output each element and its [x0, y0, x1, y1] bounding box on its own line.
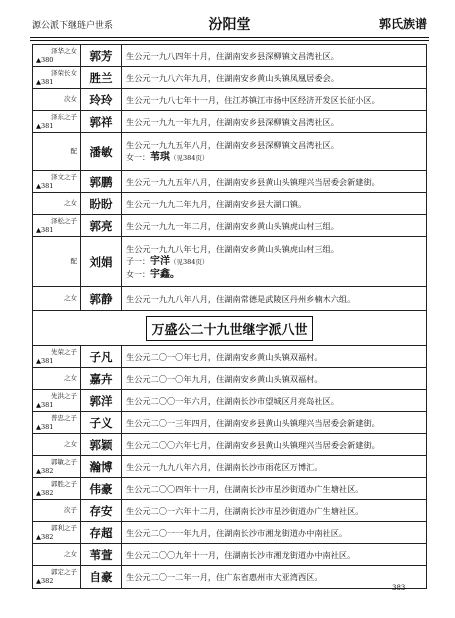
person-name: 潘敏 — [81, 133, 122, 171]
person-name: 郭鹏 — [81, 171, 122, 193]
relation-cell — [33, 89, 81, 111]
biography-text: 生公元二〇一三年四月，住湖南安乡县黄山头镇理兴当居委会新建街。 — [122, 412, 427, 434]
biography-cell — [122, 67, 427, 89]
table-row — [33, 434, 427, 456]
table-row — [33, 287, 427, 311]
child-entry — [126, 151, 426, 164]
table-row — [33, 89, 427, 111]
biography-cell — [122, 45, 427, 67]
biography-text: 生公元二〇〇一年六月，住湖南长沙市望城区月亮岛社区。 — [122, 390, 427, 412]
page-reference: ▲381 — [36, 225, 54, 234]
table-row — [33, 478, 427, 500]
biography-cell — [122, 111, 427, 133]
relation-label: 次女 — [64, 95, 77, 103]
table-row — [33, 67, 427, 89]
page-header — [30, 14, 429, 36]
table-row — [33, 500, 427, 522]
relation-label: 泽松之子 — [51, 216, 77, 225]
biography-text: 生公元二〇〇四年十一月，住湖南长沙市星沙街道办广生塘社区。 — [122, 478, 427, 500]
child-entry — [126, 268, 426, 281]
relation-label: 郭利之子 — [51, 523, 77, 532]
table-row — [33, 215, 427, 237]
biography-text: 生公元二〇一一年九月，住湖南长沙市湘龙街道办中南社区。 — [122, 522, 427, 544]
relation-label: 之女 — [64, 550, 77, 558]
relation-cell — [33, 111, 81, 133]
relation-label: 先洪之子 — [51, 391, 77, 400]
biography-cell — [122, 171, 427, 193]
child-entry — [126, 255, 426, 268]
page-reference: ▲381 — [36, 181, 54, 190]
relation-label: 郭胜之子 — [51, 479, 77, 488]
person-name: 郭亮 — [81, 215, 122, 237]
child-name: 苇琪 — [150, 152, 170, 163]
generation-banner-row — [33, 311, 427, 346]
person-name: 嘉卉 — [81, 368, 122, 390]
person-name: 郭祥 — [81, 111, 122, 133]
relation-cell — [33, 346, 81, 368]
child-relation: 女一： — [126, 153, 150, 162]
generation-banner-cell — [33, 311, 427, 346]
biography-text: 生公元一九九八年七月，住湖南安乡黄山头镇虎山村三组。 — [126, 243, 339, 254]
biography-text: 生公元一九八四年十月，住湖南安乡县深柳镇文昌湾社区。 — [126, 50, 339, 61]
biography-cell — [122, 287, 427, 311]
biography-text: 生公元二〇一二年一月，住广东省惠州市大亚湾西区。 — [122, 566, 427, 589]
relation-cell — [33, 434, 81, 456]
biography-text: 生公元一九九二年九月，住湖南安乡县大湖口镇。 — [126, 198, 307, 209]
biography-text: 生公元一九九一年二月，住湖南安乡黄山头镇虎山村三组。 — [126, 220, 339, 231]
relation-label: 之女 — [64, 440, 77, 448]
relation-cell — [33, 215, 81, 237]
child-name: 宇鑫。 — [150, 268, 180, 280]
person-name: 刘娟 — [81, 237, 122, 287]
page-reference: ▲380 — [36, 55, 54, 64]
biography-text: 生公元二〇一六年十二月，住湖南长沙市星沙街道办广生塘社区。 — [122, 500, 427, 522]
table-row — [33, 368, 427, 390]
table-row — [33, 171, 427, 193]
person-name: 子凡 — [81, 346, 122, 368]
person-name: 盼盼 — [81, 193, 122, 215]
person-name: 胜兰 — [81, 67, 122, 89]
biography-cell — [122, 215, 427, 237]
person-name: 郭颖 — [81, 434, 122, 456]
biography-text: 生公元一九九五年八月，住湖南安乡县深柳镇文昌湾社区。 — [126, 140, 339, 150]
biography-cell — [122, 193, 427, 215]
page-reference: ▲381 — [36, 356, 54, 365]
page-reference: ▲381 — [36, 400, 54, 409]
table-row — [33, 193, 427, 215]
relation-label: 郭敏之子 — [51, 457, 77, 466]
person-name: 伟豪 — [81, 478, 122, 500]
table-row — [33, 566, 427, 589]
biography-text: 生公元一九八六年九月，住湖南安乡黄山头镇凤凰居委会。 — [126, 72, 339, 83]
relation-cell — [33, 171, 81, 193]
child-name: 宇洋 — [150, 255, 170, 267]
book-title: 郭氏族谱 — [378, 17, 427, 31]
relation-label: 郭定之子 — [51, 568, 77, 576]
page-reference: ▲381 — [36, 121, 54, 130]
relation-cell — [33, 193, 81, 215]
biography-text: 生公元一九八七年十一月，住江苏镇江市扬中区经济开发区长征小区。 — [126, 94, 380, 105]
table-row — [33, 522, 427, 544]
relation-label: 泽文之子 — [51, 172, 77, 181]
relation-cell — [33, 287, 81, 311]
relation-cell — [33, 522, 81, 544]
table-row — [33, 544, 427, 566]
table-row — [33, 133, 427, 171]
page-reference: ▲381 — [36, 77, 54, 86]
table-row — [33, 346, 427, 368]
person-name: 存安 — [81, 500, 122, 522]
relation-cell — [33, 478, 81, 500]
relation-label: 普忠之子 — [51, 413, 77, 422]
relation-cell — [33, 237, 81, 287]
page-reference: ▲382 — [36, 466, 54, 475]
lineage-branch-title: 源公派下继琏户世系 — [32, 21, 114, 31]
biography-text: 生公元一九九八年八月，住湖南常德是武陵区丹州乡楠木六组。 — [126, 293, 356, 304]
person-name: 存超 — [81, 522, 122, 544]
relation-label: 之女 — [64, 294, 77, 302]
relation-label: 次子 — [64, 506, 77, 514]
page-number: 383 — [392, 584, 406, 592]
child-page-note: （见384页） — [170, 257, 209, 266]
biography-cell — [122, 237, 427, 287]
biography-text: 生公元一九九五年八月，住湖南安乡县黄山头镇理兴当居委会新建街。 — [126, 176, 380, 187]
child-relation: 女一： — [126, 269, 150, 279]
person-name: 郭芳 — [81, 45, 122, 67]
relation-cell — [33, 566, 81, 589]
person-name: 子义 — [81, 412, 122, 434]
relation-cell — [33, 544, 81, 566]
biography-cell — [122, 89, 427, 111]
relation-label: 泽荣长女 — [51, 68, 77, 77]
relation-label: 泽东之子 — [51, 112, 77, 121]
genealogy-table — [32, 44, 427, 589]
generation-banner: 万盛公二十九世继字派八世 — [146, 316, 312, 341]
page-reference: ▲381 — [36, 422, 54, 431]
child-page-note: （见384页） — [170, 154, 209, 162]
hall-name: 汾阳堂 — [208, 17, 251, 33]
header-rule — [30, 37, 429, 38]
table-row — [33, 390, 427, 412]
relation-cell — [33, 456, 81, 478]
relation-label: 先荣之子 — [51, 347, 77, 356]
relation-cell — [33, 500, 81, 522]
person-name: 郭洋 — [81, 390, 122, 412]
relation-label: 泽华之女 — [51, 46, 77, 55]
relation-label: 配 — [70, 147, 77, 155]
relation-cell — [33, 412, 81, 434]
child-relation: 子一： — [126, 256, 150, 266]
page-reference: ▲382 — [36, 532, 54, 541]
table-row — [33, 412, 427, 434]
table-row — [33, 456, 427, 478]
biography-text: 生公元二〇一〇年九月，住湖南安乡黄山头镇双福村。 — [122, 368, 427, 390]
header-rule-thin — [30, 40, 429, 41]
page-reference: ▲382 — [36, 577, 54, 585]
table-row — [33, 111, 427, 133]
biography-text: 生公元二〇一〇年七月，住湖南安乡黄山头镇双福村。 — [122, 346, 427, 368]
relation-cell — [33, 45, 81, 67]
person-name: 自豪 — [81, 566, 122, 589]
relation-label: 之女 — [64, 199, 77, 207]
relation-cell — [33, 368, 81, 390]
page-reference: ▲382 — [36, 488, 54, 497]
table-row — [33, 45, 427, 67]
table-row — [33, 237, 427, 287]
person-name: 苇萱 — [81, 544, 122, 566]
biography-cell — [122, 133, 427, 171]
biography-text: 生公元二〇〇九年十一月，住湖南长沙市湘龙街道办中南社区。 — [122, 544, 427, 566]
biography-text: 生公元二〇〇六年七月，住湖南安乡县黄山头镇理兴当居委会新建街。 — [122, 434, 427, 456]
relation-label: 配 — [70, 257, 77, 265]
person-name: 玲玲 — [81, 89, 122, 111]
biography-text: 生公元一九九八年六月，住湖南长沙市雨花区万博汇。 — [122, 456, 427, 478]
relation-cell — [33, 390, 81, 412]
relation-cell — [33, 133, 81, 171]
biography-text: 生公元一九九一年九月，住湖南安乡县深柳镇文昌湾社区。 — [126, 116, 339, 127]
relation-cell — [33, 67, 81, 89]
relation-label: 之女 — [64, 374, 77, 382]
person-name: 瀚博 — [81, 456, 122, 478]
person-name: 郭静 — [81, 287, 122, 311]
